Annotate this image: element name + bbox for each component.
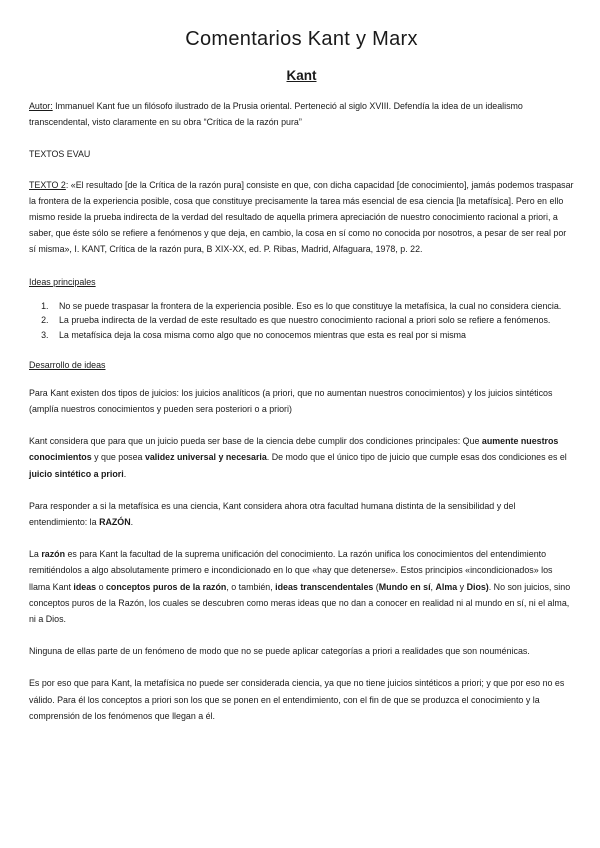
text-run: es para Kant la facultad de la suprema unificación del conocimiento. La razón unifica los conocimientos del entendimiento remitiéndolos a algo absolutamente primero e incondicionado en lo que «hay que detenerse». Estos principios «incondicionados» los llama Kant xyxy=(29,549,553,592)
document-subtitle: Kant xyxy=(286,68,317,83)
text-run: . xyxy=(123,468,127,479)
bold-run: ideas transcendentales xyxy=(275,581,374,592)
bold-run: razón xyxy=(41,549,66,560)
textos-heading: TEXTOS EVAU xyxy=(29,149,91,160)
text-run: . xyxy=(130,517,134,528)
bold-run: Dios) xyxy=(466,581,489,592)
desarrollo-paragraph-1: Para Kant existen dos tipos de juicios: los juicios analíticos (a priori, que no aumentan nuestros conocimientos) y los juicios sintéticos (amplía nuestros conocimientos y pueden sera posteriori o a priori) xyxy=(29,387,553,415)
idea-item-1: 1. No se puede traspasar la frontera de la experiencia posible. Eso es lo que constituye la metafísica, la cual no considera ciencia. xyxy=(51,300,574,314)
desarrollo-paragraph-3 xyxy=(29,498,574,530)
document-title: Comentarios Kant y Marx xyxy=(185,28,418,50)
text-run: . No son juicios, sino conceptos puros de la Razón, los cuales se descubren como meras ideas que no dan a conocer en realidad ni al mundo en sí, ni el alma, ni a Dios. xyxy=(29,581,571,625)
bold-run: aumente nuestros conocimientos xyxy=(29,436,559,463)
text-run: o xyxy=(96,581,106,592)
desarrollo-paragraph-4 xyxy=(29,546,574,627)
desarrollo-paragraph-5: Ninguna de ellas parte de un fenómeno de modo que no se puede aplicar categorías a priori a realidades que son nouménicas. xyxy=(29,646,530,657)
author-paragraph xyxy=(29,98,574,130)
texto2-paragraph xyxy=(29,177,574,258)
text-run: Para responder a si la metafísica es una ciencia, Kant considera ahora otra facultad humana distinta de la sensibilidad y del entendimiento: la xyxy=(29,500,516,528)
author-label: Autor: xyxy=(29,101,53,111)
bold-run: validez universal y necesaria xyxy=(144,452,267,463)
document-body xyxy=(29,98,574,740)
text-run: y xyxy=(457,581,467,592)
idea-item-2: 2. La prueba indirecta de la verdad de este resultado es que nuestro conocimiento racional a priori solo se refiere a fenómenos. xyxy=(51,314,574,328)
text-run: ( xyxy=(373,581,379,592)
author-text: Immanuel Kant fue un filósofo ilustrado de la Prusia oriental. Perteneció al siglo XVIII. Defendía la idea de un idealismo transcendental, visto claramente en su obra “Crítica de la razón pura” xyxy=(29,101,523,128)
idea-item-3: 3. La metafísica deja la cosa misma como algo que no conocemos mientras que esta es real por si misma xyxy=(51,329,574,343)
text-run: . De modo que el único tipo de juicio que cumple esas dos condiciones es el xyxy=(266,452,567,463)
desarrollo-paragraph-2 xyxy=(29,433,574,482)
bold-run: Mundo en sí xyxy=(378,581,431,592)
texto2-text: : «El resultado [de la Crítica de la razón pura] consiste en que, con dicha capacidad [de conocimiento], jamás podemos traspasar la frontera de la experiencia posible, cosa que constituye precisamente la tarea más esencial de esa ciencia [la metafísica]. Pero en ello mismo reside la prueba indirecta de la verdad del resultado de aquella primera apreciación de nuestro conocimiento racional a priori, a saber, que éste sólo se refiere a fenómenos y que deja, en cambio, la cosa en sí como no conocida por nosotros, a pesar de ser real por sí misma», I. KANT, Crítica de la razón pura, B XIX-XX, ed. P. Ribas, Madrid, Alfaguara, 1978, p. 22. xyxy=(29,179,574,255)
bold-run: ideas xyxy=(73,581,97,592)
bold-run: conceptos puros de la razón xyxy=(105,581,227,592)
texto2-label: TEXTO 2 xyxy=(29,179,66,190)
desarrollo-heading: Desarrollo de ideas xyxy=(29,359,106,370)
desarrollo-paragraph-6: Es por eso que para Kant, la metafísica no puede ser considerada ciencia, ya que no tiene juicios sintéticos a priori; y que por eso no es válido. Para él los conceptos a priori son los que se ponen en el entendimiento, con el fin de que se produzca el conocimiento y la comprensión de los fenómenos que llegan a él. xyxy=(29,678,565,721)
text-run: La xyxy=(29,549,42,560)
text-run: , o también, xyxy=(226,581,276,592)
bold-run: Alma xyxy=(435,581,458,592)
text-run: Kant considera que para que un juicio pueda ser base de la ciencia debe cumplir dos condiciones principales: Que xyxy=(29,436,482,447)
ideas-list xyxy=(29,300,574,343)
bold-run: RAZÓN xyxy=(99,517,131,528)
ideas-heading: Ideas principales xyxy=(29,276,96,287)
text-run: y que posea xyxy=(91,452,145,463)
text-run: , xyxy=(430,581,436,592)
bold-run: juicio sintético a priori xyxy=(29,468,124,479)
